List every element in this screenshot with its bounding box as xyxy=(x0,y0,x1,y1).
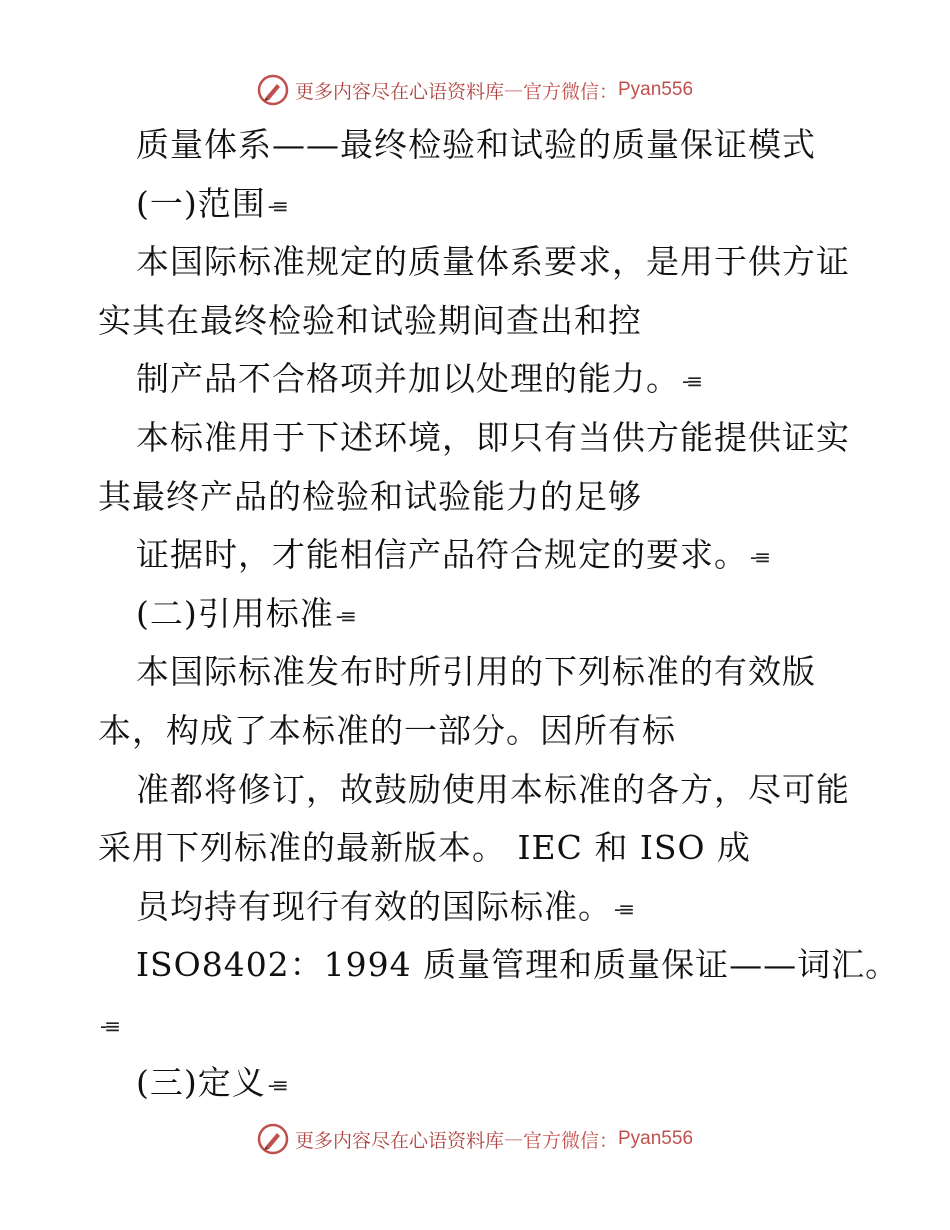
watermark-id: Pyan556 xyxy=(618,79,694,100)
paragraph-mark-icon: -≡ xyxy=(267,1072,286,1097)
paragraph-mark-icon: -≡ xyxy=(614,896,632,921)
header-watermark xyxy=(0,72,950,108)
line-text: 本国际标准规定的质量体系要求，是用于供方证 xyxy=(136,242,850,282)
line-text: (三)定义 xyxy=(136,1062,266,1102)
text-line xyxy=(0,938,950,992)
watermark-separator: — xyxy=(503,1128,523,1150)
text-line xyxy=(0,235,950,289)
watermark-separator: — xyxy=(503,79,523,101)
text-line xyxy=(0,118,950,172)
text-line xyxy=(0,352,950,406)
text-line xyxy=(0,645,950,699)
watermark-label: 官方微信： xyxy=(522,80,618,103)
line-text: 制产品不合格项并加以处理的能力。 xyxy=(136,359,680,399)
pen-logo-icon xyxy=(257,74,289,106)
line-text: 证据时，才能相信产品符合规定的要求。 xyxy=(136,535,748,575)
line-text: 本标准用于下述环境，即只有当供方能提供证实 xyxy=(136,418,850,457)
paragraph-mark-icon: -≡ xyxy=(335,603,354,628)
text-line xyxy=(0,997,950,1051)
line-text: 准都将修订，故鼓励使用本标准的各方，尽可能 xyxy=(136,769,850,809)
line-text: (二)引用标准 xyxy=(136,593,334,633)
text-line xyxy=(0,470,950,524)
footer-watermark xyxy=(0,1121,950,1157)
line-text: 实其在最终检验和试验期间查出和控 xyxy=(98,300,642,340)
watermark-brand: 更多内容尽在心语资料库 xyxy=(294,80,504,103)
text-line xyxy=(0,294,950,348)
paragraph-mark-icon: -≡ xyxy=(682,369,700,394)
line-text: 质量体系——最终检验和试验的质量保证模式 xyxy=(136,125,816,164)
line-text: (一)范围 xyxy=(136,183,266,223)
text-line xyxy=(0,528,950,582)
watermark-label: 官方微信： xyxy=(522,1129,618,1152)
watermark-id: Pyan556 xyxy=(618,1128,694,1149)
text-line xyxy=(0,880,950,934)
watermark-brand: 更多内容尽在心语资料库 xyxy=(294,1129,504,1152)
text-line xyxy=(0,821,950,875)
pen-logo-icon xyxy=(257,1123,289,1155)
text-line xyxy=(0,704,950,758)
paragraph-mark-icon: -≡ xyxy=(267,193,286,218)
text-line xyxy=(0,411,950,465)
line-text: 员均持有现行有效的国际标准。 xyxy=(136,886,612,926)
paragraph-mark-icon: -≡ xyxy=(100,1014,118,1038)
text-line xyxy=(0,587,950,641)
text-line xyxy=(0,763,950,817)
text-line xyxy=(0,177,950,231)
line-text: ISO8402：1994 质量管理和质量保证——词汇。 xyxy=(136,945,900,985)
line-text: 本，构成了本标准的一部分。因所有标 xyxy=(98,711,676,750)
paragraph-mark-icon: -≡ xyxy=(750,545,768,570)
text-line xyxy=(0,1056,950,1110)
line-text: 采用下列标准的最新版本。 IEC 和 ISO 成 xyxy=(98,828,752,868)
line-text: 其最终产品的检验和试验能力的足够 xyxy=(98,476,642,516)
line-text: 本国际标准发布时所引用的下列标准的有效版 xyxy=(136,652,816,692)
